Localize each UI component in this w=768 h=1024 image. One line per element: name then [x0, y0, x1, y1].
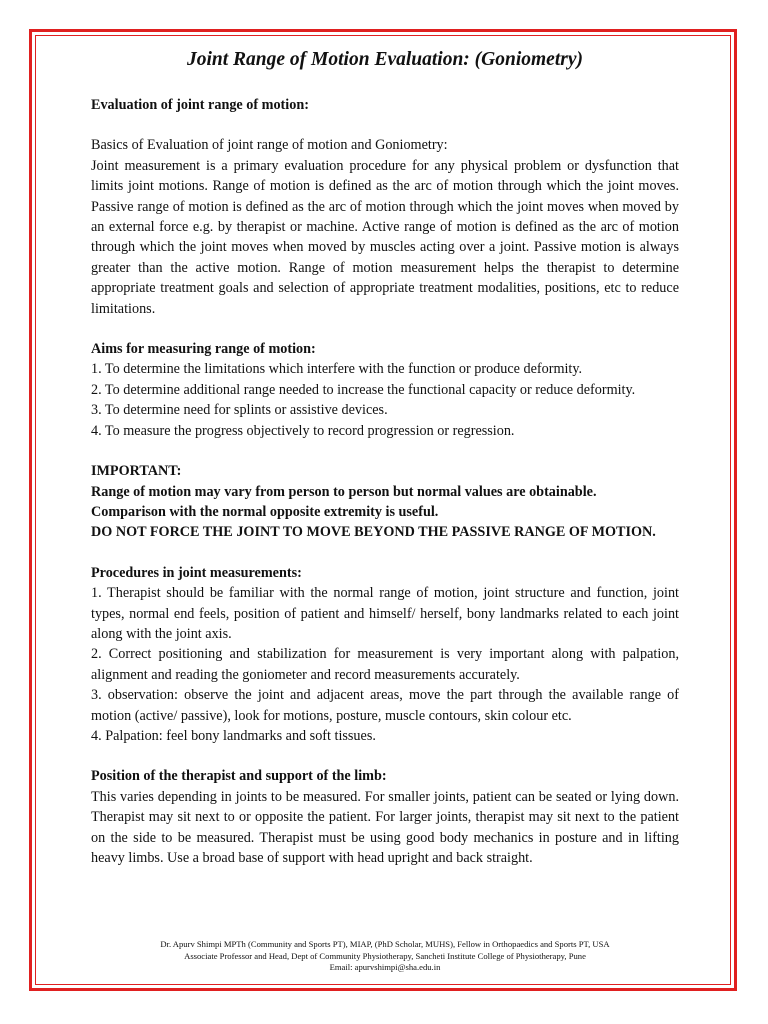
paragraph-position: This varies depending in joints to be measured. For smaller joints, patient can be seated or lying down. Therapist may sit next to or opposite the patient. For larger joints, therapist may sit next to the patient on the side to be measured. Therapist must be using good body mechanics in posture and in lifting heavy limbs. Use a broad base of support with head upright and back straight.	[91, 788, 679, 866]
procedures-item-1: 1. Therapist should be familiar with the normal range of motion, joint structure and function, joint types, normal end feels, position of patient and himself/ herself, bony landmarks related to each joint along with the joint axis.	[91, 585, 679, 642]
important-line-1: Range of motion may vary from person to person but normal values are obtainable.	[91, 483, 597, 500]
aims-item-1: 1. To determine the limitations which interfere with the function or produce deformity.	[91, 361, 583, 378]
paragraph-joint-measurement: Joint measurement is a primary evaluation procedure for any physical problem or dysfunction that limits joint motions. Range of motion is defined as the arc of motion through which the joint moves. Passive range of motion is defined as the arc of motion through which the joint moves when moved by an external force e.g. by therapist or machine. Active range of motion is defined as the arc of motion through which the joint moves when moved by muscles acting over a joint. Passive motion is always greater than the active motion. Range of motion measurement helps the therapist to determine appropriate treatment goals and selection of appropriate treatment modalities, positions, etc to reduce limitations.	[91, 157, 679, 317]
aims-item-2: 2. To determine additional range needed to increase the functional capacity or reduce deformity.	[91, 381, 636, 398]
section-heading-important: IMPORTANT:	[91, 463, 182, 480]
aims-item-4: 4. To measure the progress objectively to record progression or regression.	[91, 422, 515, 439]
footer-author: Dr. Apurv Shimpi MPTh (Community and Sports PT), MIAP, (PhD Scholar, MUHS), Fellow in Orthopaedics and Sports PT, USA	[160, 939, 610, 949]
section-heading-position: Position of the therapist and support of the limb:	[91, 768, 387, 785]
document-body	[91, 44, 679, 868]
section-heading-aims: Aims for measuring range of motion:	[91, 341, 316, 358]
section-heading-procedures: Procedures in joint measurements:	[91, 564, 302, 581]
page-title: Joint Range of Motion Evaluation: (Goniometry)	[187, 49, 583, 70]
aims-item-3: 3. To determine need for splints or assistive devices.	[91, 402, 388, 419]
footer-email: Email: apurvshimpi@sha.edu.in	[329, 962, 441, 972]
section-heading-evaluation: Evaluation of joint range of motion:	[91, 97, 309, 113]
footer-affiliation: Associate Professor and Head, Dept of Community Physiotherapy, Sancheti Institute College of Physiotherapy, Pune	[184, 950, 586, 961]
procedures-item-4: 4. Palpation: feel bony landmarks and soft tissues.	[91, 727, 376, 744]
subheading-basics: Basics of Evaluation of joint range of motion and Goniometry:	[91, 137, 448, 154]
important-line-2: Comparison with the normal opposite extremity is useful.	[91, 503, 439, 520]
procedures-item-3: 3. observation: observe the joint and adjacent areas, move the part through the available range of motion (active/ passive), look for motions, posture, muscle contours, skin colour etc.	[91, 687, 679, 724]
procedures-item-2: 2. Correct positioning and stabilization for measurement is very important along with palpation, alignment and reading the goniometer and record measurements accurately.	[91, 646, 679, 683]
page-footer	[91, 939, 679, 974]
important-line-3: DO NOT FORCE THE JOINT TO MOVE BEYOND THE PASSIVE RANGE OF MOTION.	[91, 524, 656, 541]
